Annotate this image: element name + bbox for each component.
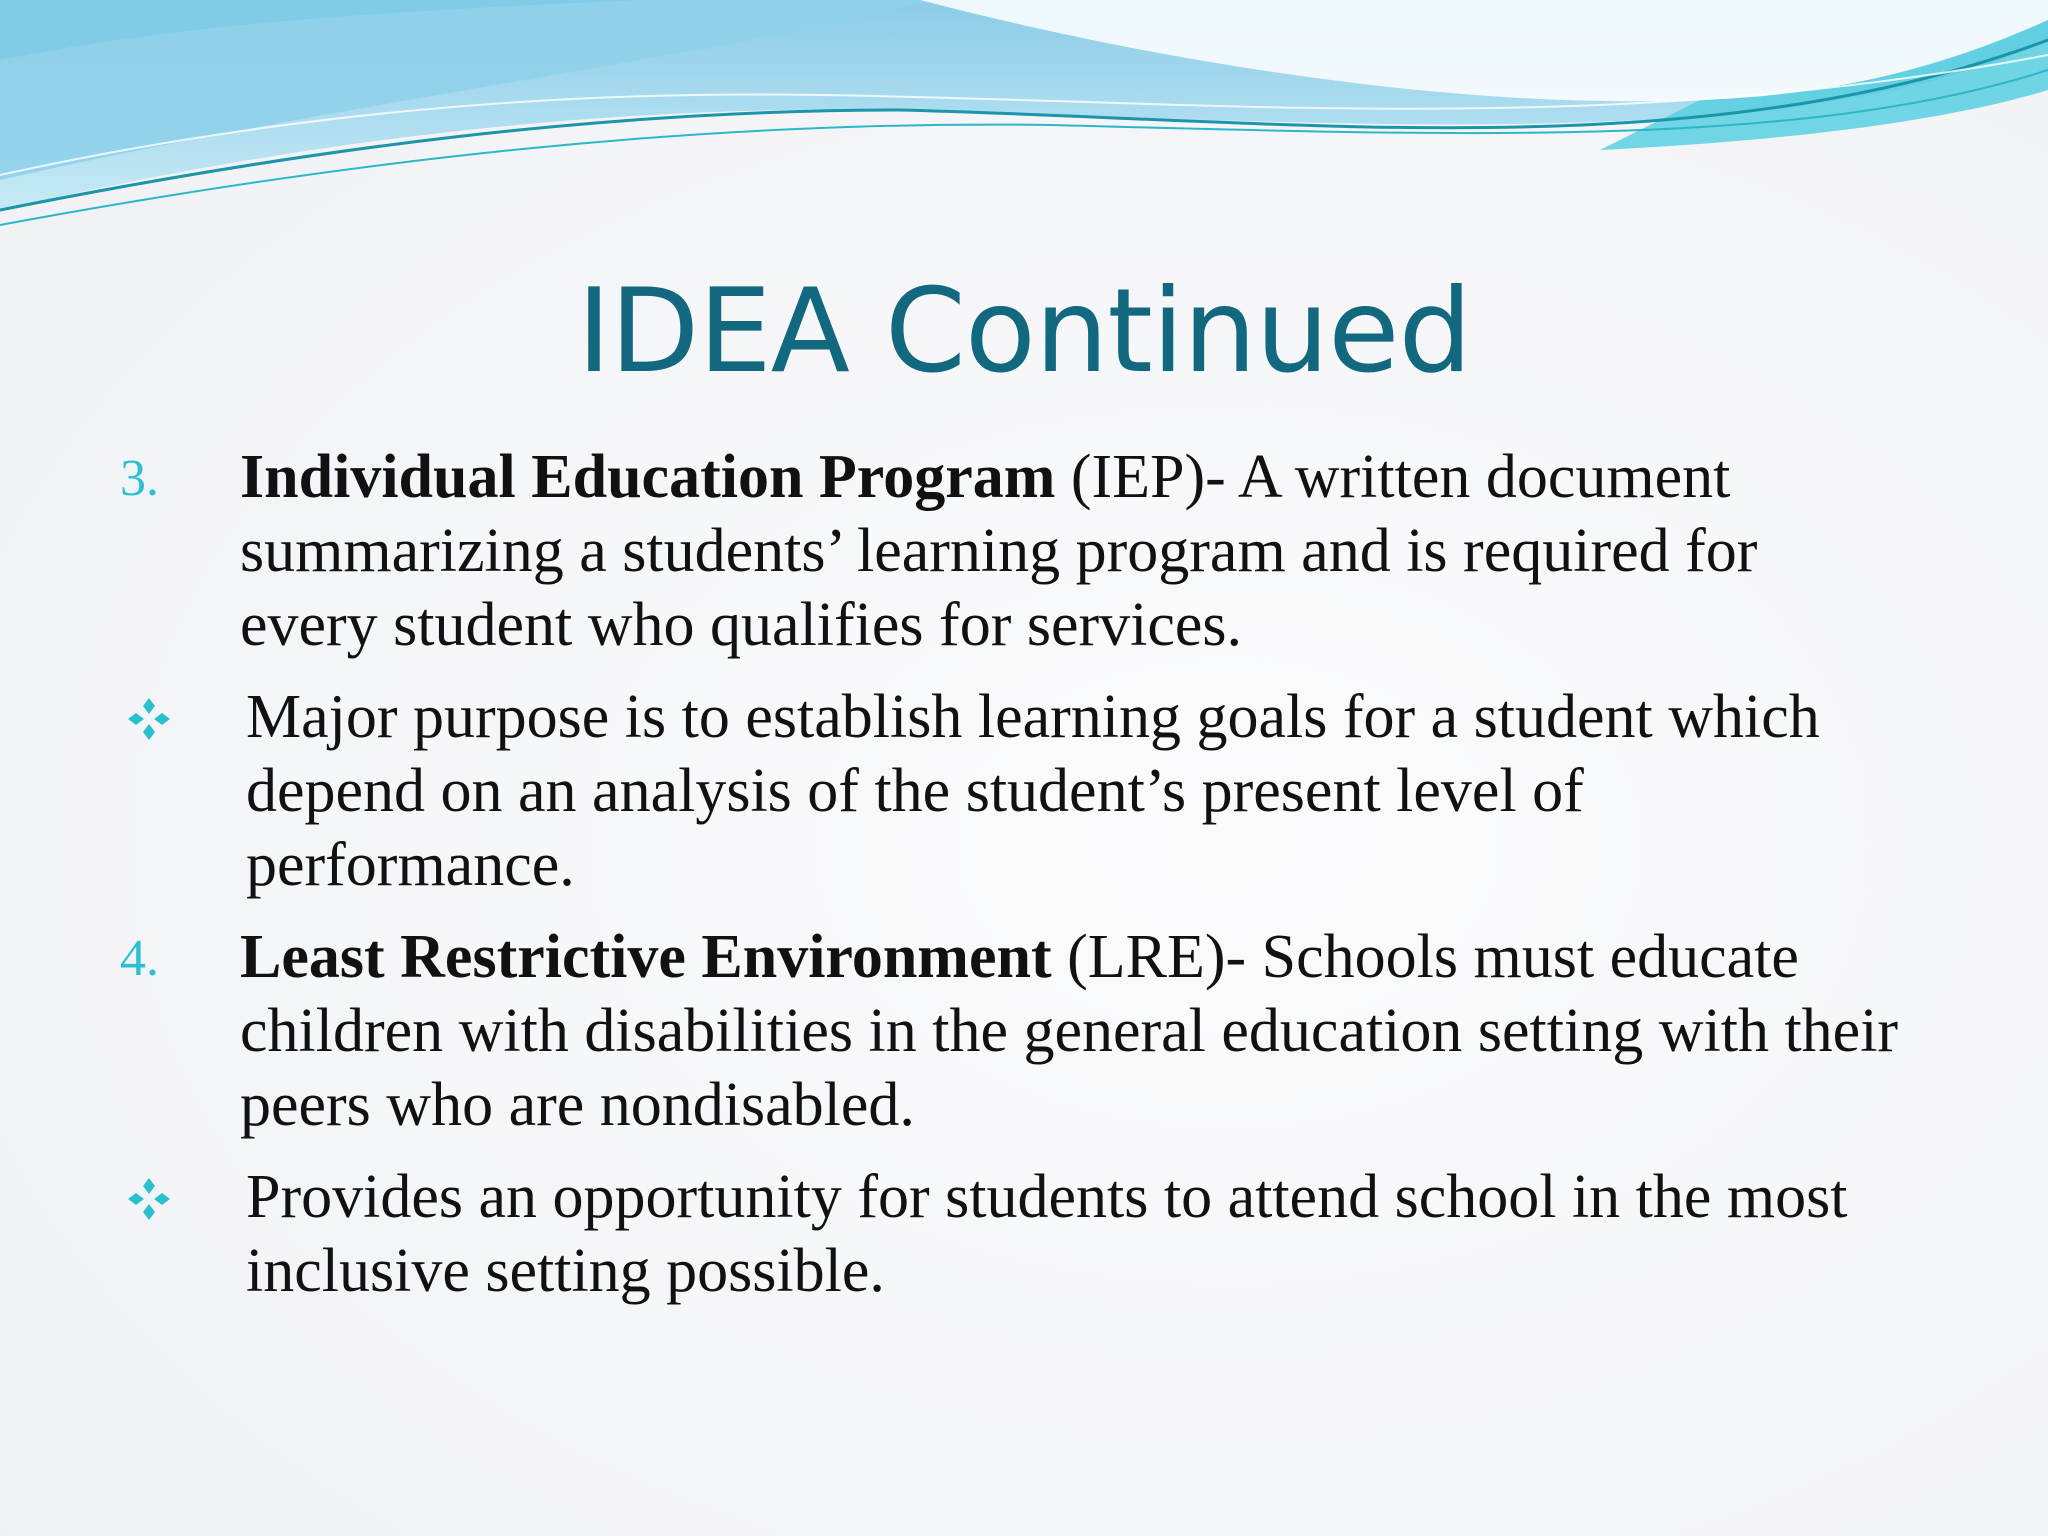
list-item-bold-term: Least Restrictive Environment: [240, 923, 1052, 991]
list-item-bold-term: Individual Education Program: [240, 443, 1056, 511]
list-number: 3.: [120, 450, 159, 507]
list-item-lre: [120, 920, 1900, 1142]
list-item-text: [240, 920, 1900, 1142]
four-diamond-bullet-icon: [120, 1160, 246, 1236]
list-item-bullet: [120, 680, 1900, 902]
slide-title: IDEA Continued: [576, 264, 1472, 399]
list-item-iep: [120, 440, 1900, 662]
list-item-text: Major purpose is to establish learning goals for a student which depend on an analysis of the student’s present level of performance.: [246, 683, 1820, 899]
list-item-text: [240, 440, 1900, 662]
list-number: 4.: [120, 930, 159, 987]
list-item-description: (IEP)- A written document summarizing a students’ learning program and is required for every student who qualifies for services.: [240, 443, 1758, 659]
list-item-text: Provides an opportunity for students to attend school in the most inclusive setting possible.: [246, 1163, 1848, 1305]
list-item-description: (LRE)- Schools must educate children with disabilities in the general education setting with their peers who are nondisabled.: [240, 923, 1899, 1139]
header-wave-decoration: [0, 0, 2048, 240]
list-item-bullet: [120, 1160, 1900, 1308]
slide-body: [120, 440, 1900, 1326]
four-diamond-bullet-icon: [120, 680, 246, 756]
